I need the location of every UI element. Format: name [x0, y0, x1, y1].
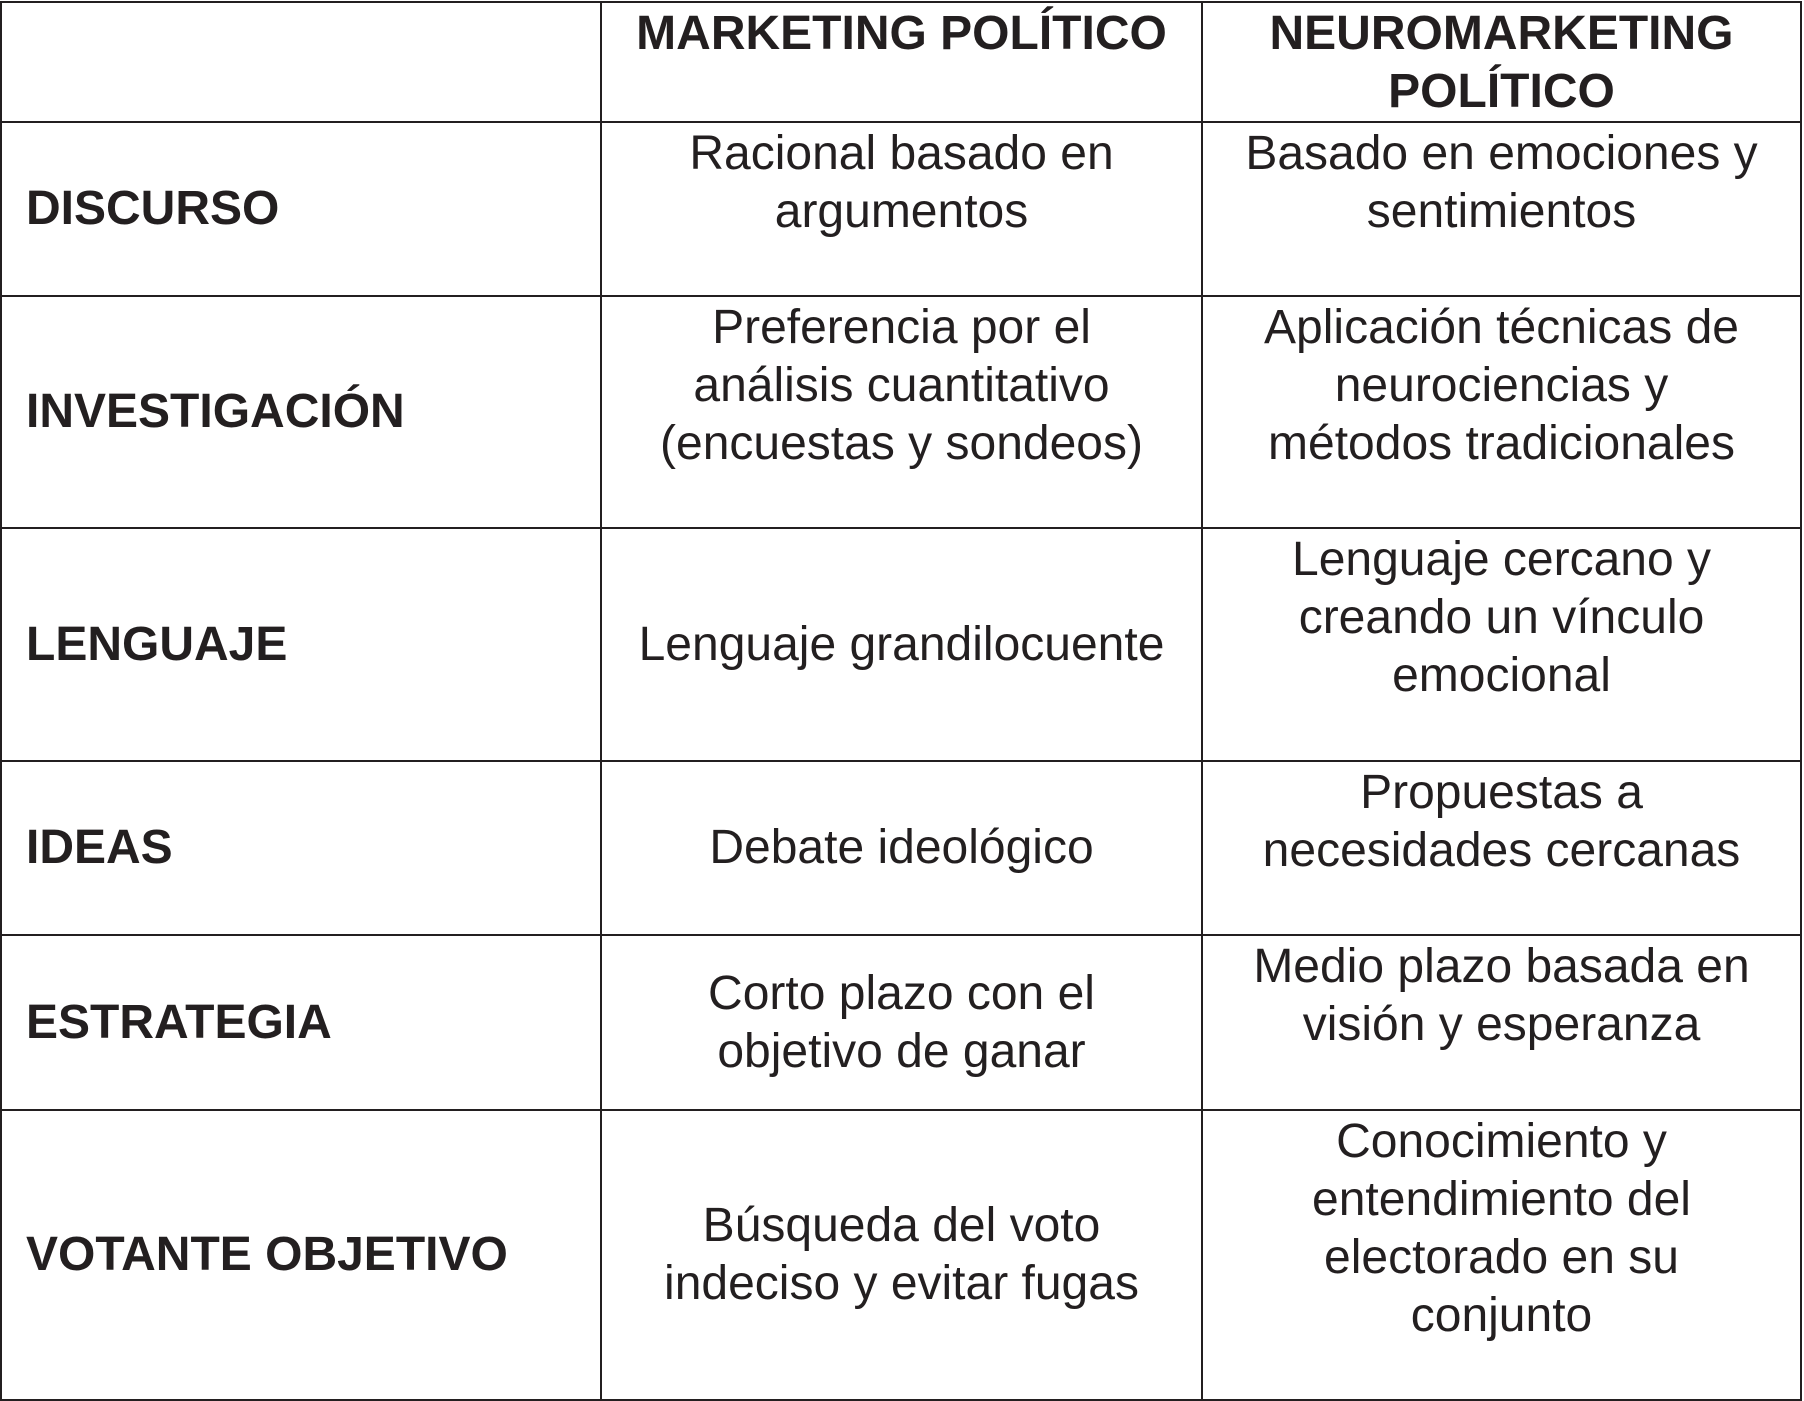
marketing-cell: Búsqueda del voto indeciso y evitar fugas — [601, 1110, 1202, 1400]
marketing-cell: Debate ideológico — [601, 761, 1202, 935]
row-label-investigacion: INVESTIGACIÓN — [1, 296, 601, 528]
header-corner-cell — [1, 2, 601, 122]
marketing-cell: Corto plazo con el objetivo de ganar — [601, 935, 1202, 1110]
table-row — [1, 1110, 1801, 1400]
row-label-ideas: IDEAS — [1, 761, 601, 935]
table-row — [1, 296, 1801, 528]
table-row — [1, 528, 1801, 761]
row-label-votante-objetivo: VOTANTE OBJETIVO — [1, 1110, 601, 1400]
header-marketing-politico: MARKETING POLÍTICO — [601, 2, 1202, 122]
row-label-lenguaje: LENGUAJE — [1, 528, 601, 761]
neuromarketing-cell: Medio plazo basada en visión y esperanza — [1202, 935, 1801, 1110]
neuromarketing-cell: Conocimiento y entendimiento del electorado en su conjunto — [1202, 1110, 1801, 1400]
table-row — [1, 935, 1801, 1110]
neuromarketing-cell: Propuestas a necesidades cercanas — [1202, 761, 1801, 935]
table-row — [1, 761, 1801, 935]
row-label-discurso: DISCURSO — [1, 122, 601, 296]
table-row — [1, 122, 1801, 296]
marketing-cell: Preferencia por el análisis cuantitativo (encuestas y sondeos) — [601, 296, 1202, 528]
marketing-cell: Racional basado en argumentos — [601, 122, 1202, 296]
comparison-table — [0, 1, 1802, 1401]
row-label-estrategia: ESTRATEGIA — [1, 935, 601, 1110]
neuromarketing-cell: Aplicación técnicas de neurociencias y métodos tradicionales — [1202, 296, 1801, 528]
header-row — [1, 2, 1801, 122]
neuromarketing-cell: Lenguaje cercano y creando un vínculo emocional — [1202, 528, 1801, 761]
marketing-cell: Lenguaje grandilocuente — [601, 528, 1202, 761]
neuromarketing-cell: Basado en emociones y sentimientos — [1202, 122, 1801, 296]
header-neuromarketing-politico: NEUROMARKETING POLÍTICO — [1202, 2, 1801, 122]
